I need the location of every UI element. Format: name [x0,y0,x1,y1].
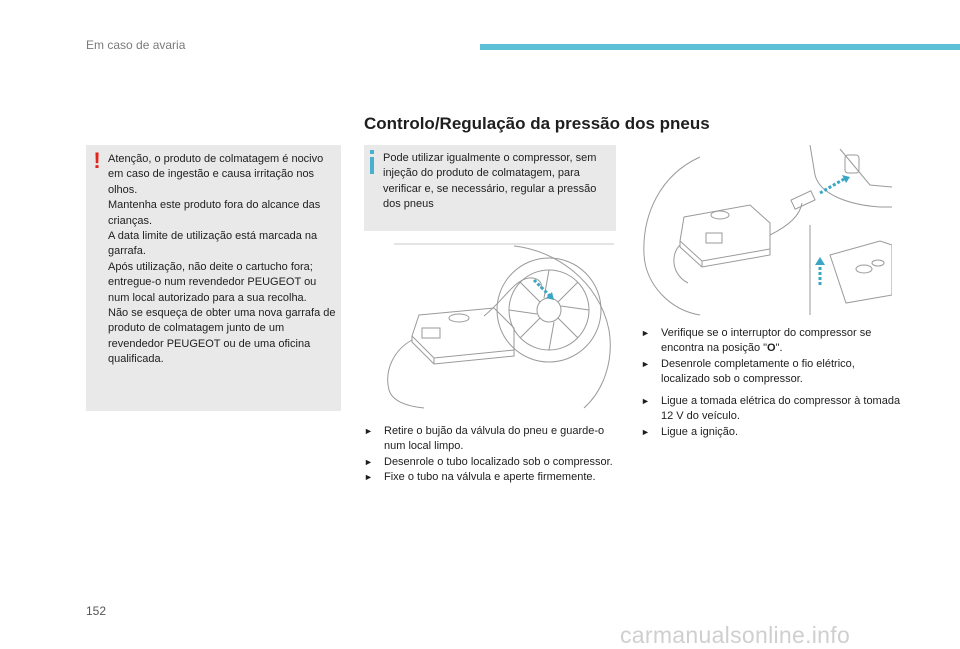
section-title: Controlo/Regulação da pressão dos pneus [364,114,710,133]
watermark: carmanualsonline.info [620,622,851,648]
list-item: ► Retire o bujão da válvula do pneu e guarde-o num local limpo. [364,425,605,453]
warning-line: Não se esqueça de obter uma nova garrafa de produto de colmatagem junto de um revendedor PEUGEOT ou de uma oficina qualificada. [108,307,336,366]
bullet-arrow-icon: ► [641,328,650,338]
steps-list-switch [641,326,901,388]
running-header: Em caso de avaria [86,38,186,52]
page-number: 152 [86,604,107,618]
info-text: Pode utilizar igualmente o compressor, sem injeção do produto de colmatagem, para verificar e, se necessário, regular a pressão dos pneus [383,152,597,211]
bullet-arrow-icon: ► [364,426,373,436]
list-item: ► Desenrole completamente o fio elétrico, localizado sob o compressor. [641,357,855,386]
list-item: ► Verifique se o interruptor do compressor se encontra na posição "O". [641,327,872,355]
warning-text [108,152,336,368]
warning-line: Atenção, o produto de colmatagem é nocivo em caso de ingestão e causa irritação nos olhos. [108,153,324,196]
bullet-arrow-icon: ► [641,396,650,406]
list-item: ► Fixe o tubo na válvula e aperte firmemente. [364,470,624,485]
list-item: ► Desenrole o tubo localizado sob o compressor. [364,455,624,470]
compressor-socket-illustration [640,145,892,317]
warning-icon: ! [93,148,101,173]
list-item: ► Ligue a tomada elétrica do compressor à tomada 12 V do veículo. [641,395,901,423]
bullet-arrow-icon: ► [641,358,650,369]
warning-line: A data limite de utilização está marcada na garrafa. [108,230,318,258]
info-icon [367,150,377,174]
bullet-arrow-icon: ► [364,472,373,483]
steps-list-socket [641,394,901,440]
bullet-arrow-icon: ► [364,456,373,467]
warning-line: Após utilização, não deite o cartucho fora; entregue-o num revendedor PEUGEOT ou num local autorizado para a sua recolha. [108,260,317,304]
list-item: ► Ligue a ignição. [641,425,901,440]
steps-list-tube [364,424,624,486]
warning-line: Mantenha este produto fora do alcance das crianças. [108,199,321,227]
compressor-wheel-illustration [364,240,616,412]
bullet-arrow-icon: ► [641,426,650,437]
header-accent-bar [480,44,960,50]
